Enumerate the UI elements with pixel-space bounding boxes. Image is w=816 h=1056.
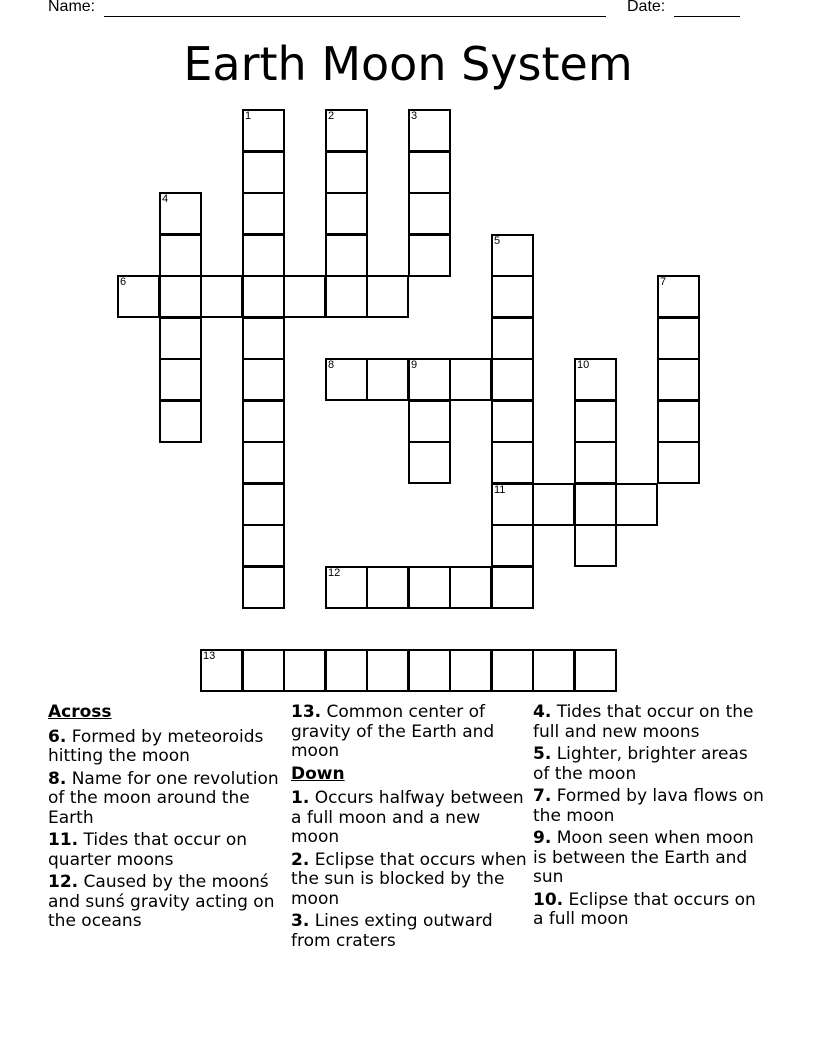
crossword-cell[interactable]	[325, 566, 368, 609]
clue-down-7	[533, 787, 769, 826]
crossword-cell[interactable]	[366, 649, 409, 692]
clue-number: 12.	[48, 872, 79, 892]
crossword-cell[interactable]	[159, 192, 202, 235]
clue-number: 4.	[533, 702, 552, 722]
crossword-cell[interactable]	[408, 400, 451, 443]
crossword-cell[interactable]	[574, 441, 617, 484]
clue-number: 11.	[48, 830, 79, 850]
clue-across-12	[48, 873, 284, 932]
clue-number: 8.	[48, 768, 67, 789]
clue-text: Caused by the moonś and sunś gravity acting on the oceans	[48, 872, 275, 931]
crossword-cell[interactable]	[657, 441, 700, 484]
crossword-cell[interactable]	[657, 275, 700, 318]
clue-text: Moon seen when moon is between the Earth and sun	[533, 828, 754, 887]
crossword-cell[interactable]	[325, 275, 368, 318]
clue-number: 5.	[533, 744, 552, 764]
crossword-cell[interactable]	[657, 358, 700, 401]
crossword-cell[interactable]	[491, 400, 534, 443]
crossword-cell[interactable]	[408, 192, 451, 235]
crossword-cell[interactable]	[159, 234, 202, 277]
crossword-cell[interactable]	[242, 524, 285, 567]
cell-number: 2	[328, 110, 335, 122]
crossword-cell[interactable]	[200, 275, 243, 318]
crossword-cell[interactable]	[408, 358, 451, 401]
clues-column-3	[533, 703, 769, 933]
clue-number: 6.	[48, 726, 67, 747]
crossword-cell[interactable]	[574, 358, 617, 401]
crossword-cell[interactable]	[408, 234, 451, 277]
crossword-cell[interactable]	[242, 109, 285, 152]
clue-across-8	[48, 770, 284, 829]
crossword-cell[interactable]	[574, 524, 617, 567]
crossword-cell[interactable]	[325, 358, 368, 401]
crossword-cell[interactable]	[657, 400, 700, 443]
cell-number: 7	[660, 276, 667, 288]
crossword-cell[interactable]	[366, 275, 409, 318]
clue-across-13	[291, 703, 527, 762]
cell-number: 8	[328, 359, 335, 371]
crossword-cell[interactable]	[325, 109, 368, 152]
crossword-cell[interactable]	[242, 151, 285, 194]
crossword-cell[interactable]	[242, 234, 285, 277]
crossword-cell[interactable]	[449, 649, 492, 692]
crossword-cell[interactable]	[200, 649, 243, 692]
crossword-cell[interactable]	[242, 358, 285, 401]
cell-number: 6	[120, 276, 127, 288]
crossword-cell[interactable]	[242, 483, 285, 526]
clue-text: Occurs halfway between a full moon and a new moon	[291, 788, 524, 847]
crossword-cell[interactable]	[491, 483, 534, 526]
clue-text: Formed by lava flows on the moon	[533, 786, 764, 826]
cell-number: 11	[494, 484, 506, 496]
crossword-cell[interactable]	[325, 234, 368, 277]
clue-down-2	[291, 851, 527, 910]
crossword-cell[interactable]	[283, 649, 326, 692]
crossword-cell[interactable]	[615, 483, 658, 526]
clue-number: 3.	[291, 911, 310, 931]
crossword-cell[interactable]	[491, 317, 534, 360]
cell-number: 9	[411, 359, 418, 371]
crossword-cell[interactable]	[117, 275, 160, 318]
clue-down-1	[291, 789, 527, 848]
cell-number: 10	[577, 359, 590, 371]
crossword-cell[interactable]	[491, 566, 534, 609]
crossword-cell[interactable]	[159, 358, 202, 401]
crossword-cell[interactable]	[491, 441, 534, 484]
crossword-cell[interactable]	[366, 358, 409, 401]
crossword-cell[interactable]	[242, 317, 285, 360]
clue-number: 1.	[291, 788, 310, 808]
crossword-cell[interactable]	[242, 441, 285, 484]
cell-number: 1	[245, 110, 252, 122]
cell-number: 4	[162, 193, 169, 205]
crossword-cell[interactable]	[325, 649, 368, 692]
crossword-cell[interactable]	[408, 109, 451, 152]
crossword-cell[interactable]	[242, 400, 285, 443]
crossword-cell[interactable]	[532, 649, 575, 692]
crossword-cell[interactable]	[408, 566, 451, 609]
cell-number: 3	[411, 110, 418, 122]
clue-text: Lines exting outward from craters	[291, 911, 493, 951]
cell-number: 13	[203, 650, 216, 662]
crossword-cell[interactable]	[574, 649, 617, 692]
crossword-cell[interactable]	[325, 192, 368, 235]
clue-text: Eclipse that occurs on a full moon	[533, 889, 756, 929]
clue-text: Name for one revolution of the moon around the Earth	[48, 768, 279, 828]
clue-number: 10.	[533, 889, 564, 910]
clue-text: Tides that occur on the full and new moons	[533, 702, 754, 742]
clue-text: Lighter, brighter areas of the moon	[533, 744, 748, 784]
clue-text: Formed by meteoroids hitting the moon	[48, 726, 264, 766]
crossword-cell[interactable]	[657, 317, 700, 360]
crossword-cell[interactable]	[491, 358, 534, 401]
crossword-cell[interactable]	[574, 483, 617, 526]
clue-down-10	[533, 891, 769, 930]
crossword-cell[interactable]	[532, 483, 575, 526]
cell-number: 5	[494, 235, 501, 247]
clue-across-6	[48, 728, 284, 767]
clue-down-5	[533, 745, 769, 784]
crossword-cell[interactable]	[242, 649, 285, 692]
crossword-cell[interactable]	[325, 151, 368, 194]
clue-number: 13.	[291, 702, 322, 722]
clues-column-2	[291, 703, 527, 954]
crossword-cell[interactable]	[242, 192, 285, 235]
crossword-cell[interactable]	[242, 275, 285, 318]
crossword-cell[interactable]	[159, 317, 202, 360]
clue-number: 7.	[533, 786, 552, 806]
date-label: Date:	[627, 0, 666, 15]
clue-text: Eclipse that occurs when the sun is blocked by the moon	[291, 849, 527, 909]
crossword-cell[interactable]	[366, 566, 409, 609]
crossword-cell[interactable]	[159, 275, 202, 318]
crossword-cell[interactable]	[449, 566, 492, 609]
down-heading: Down	[291, 763, 345, 784]
crossword-cell[interactable]	[408, 151, 451, 194]
crossword-cell[interactable]	[408, 441, 451, 484]
crossword-cell[interactable]	[491, 234, 534, 277]
clue-across-11	[48, 831, 284, 870]
crossword-cell[interactable]	[242, 566, 285, 609]
crossword-cell[interactable]	[491, 524, 534, 567]
clue-text: Common center of gravity of the Earth and moon	[291, 702, 495, 761]
clue-number: 2.	[291, 849, 310, 870]
page-title: Earth Moon System	[183, 37, 633, 91]
across-heading: Across	[48, 702, 112, 722]
crossword-cell[interactable]	[408, 649, 451, 692]
name-label: Name:	[48, 0, 96, 15]
crossword-cell[interactable]	[491, 275, 534, 318]
clue-down-4	[533, 703, 769, 742]
clue-down-3	[291, 912, 527, 951]
crossword-cell[interactable]	[491, 649, 534, 692]
crossword-cell[interactable]	[574, 400, 617, 443]
clue-number: 9.	[533, 828, 552, 848]
crossword-cell[interactable]	[159, 400, 202, 443]
cell-number: 12	[328, 567, 341, 579]
clue-text: Tides that occur on quarter moons	[48, 830, 247, 870]
clues-column-1	[48, 703, 284, 935]
crossword-cell[interactable]	[449, 358, 492, 401]
crossword-cell[interactable]	[283, 275, 326, 318]
clue-down-9	[533, 829, 769, 888]
